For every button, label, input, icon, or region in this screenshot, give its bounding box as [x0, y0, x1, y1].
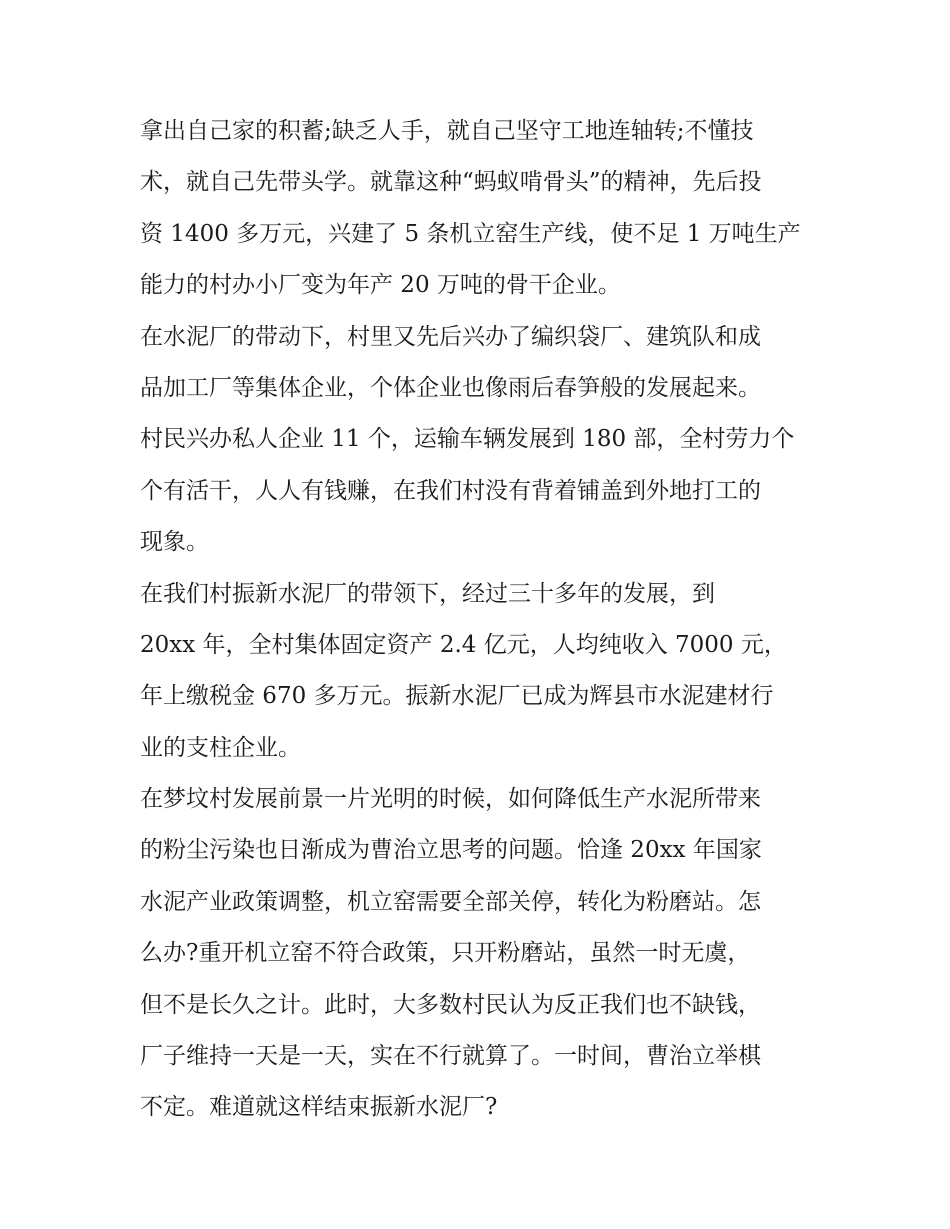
- paragraph: [140, 569, 812, 775]
- paragraph: [140, 106, 812, 312]
- text-line: 个有活干，人人有钱赚，在我们村没有背着铺盖到外地打工的: [140, 477, 761, 504]
- text-line: 的粉尘污染也日渐成为曹治立思考的问题。恰逢 20xx 年国家: [140, 837, 762, 864]
- paragraph: [140, 312, 812, 569]
- text-line: 拿出自己家的积蓄;缺乏人手，就自己坚守工地连轴转;不懂技: [140, 118, 754, 144]
- paragraph: [140, 774, 812, 1134]
- document-body: [140, 106, 812, 1134]
- text-line: 不定。难道就这样结束振新水泥厂?: [140, 1094, 498, 1121]
- text-line: 能力的村办小厂变为年产 20 万吨的骨干企业。: [140, 272, 621, 299]
- text-line: 20xx 年，全村集体固定资产 2.4 亿元，人均纯收入 7000 元，: [140, 631, 787, 658]
- text-line: 在我们村振新水泥厂的带领下，经过三十多年的发展，到: [140, 580, 715, 607]
- text-line: 水泥产业政策调整，机立窑需要全部关停，转化为粉磨站。怎: [140, 888, 761, 915]
- text-line: 厂子维持一天是一天，实在不行就算了。一时间，曹治立举棋: [140, 1043, 761, 1070]
- text-line: 村民兴办私人企业 11 个，运输车辆发展到 180 部，全村劳力个: [140, 426, 795, 453]
- text-line: 资 1400 多万元，兴建了 5 条机立窑生产线，使不足 1 万吨生产: [140, 220, 801, 247]
- text-line: 但不是长久之计。此时，大多数村民认为反正我们也不缺钱，: [140, 991, 761, 1018]
- text-line: 品加工厂等集体企业，个体企业也像雨后春笋般的发展起来。: [140, 374, 761, 401]
- text-line: 现象。: [140, 529, 209, 556]
- text-line: 在水泥厂的带动下，村里又先后兴办了编织袋厂、建筑队和成: [140, 323, 761, 350]
- text-line: 在梦坟村发展前景一片光明的时候，如何降低生产水泥所带来: [140, 786, 761, 813]
- text-line: 术，就自己先带头学。就靠这种“蚂蚁啃骨头”的精神，先后投: [140, 169, 762, 196]
- text-line: 业的支柱企业。: [140, 734, 301, 761]
- text-line: 么办?重开机立窑不符合政策，只开粉磨站，虽然一时无虞，: [140, 940, 751, 967]
- text-line: 年上缴税金 670 多万元。振新水泥厂已成为辉县市水泥建材行: [140, 683, 774, 710]
